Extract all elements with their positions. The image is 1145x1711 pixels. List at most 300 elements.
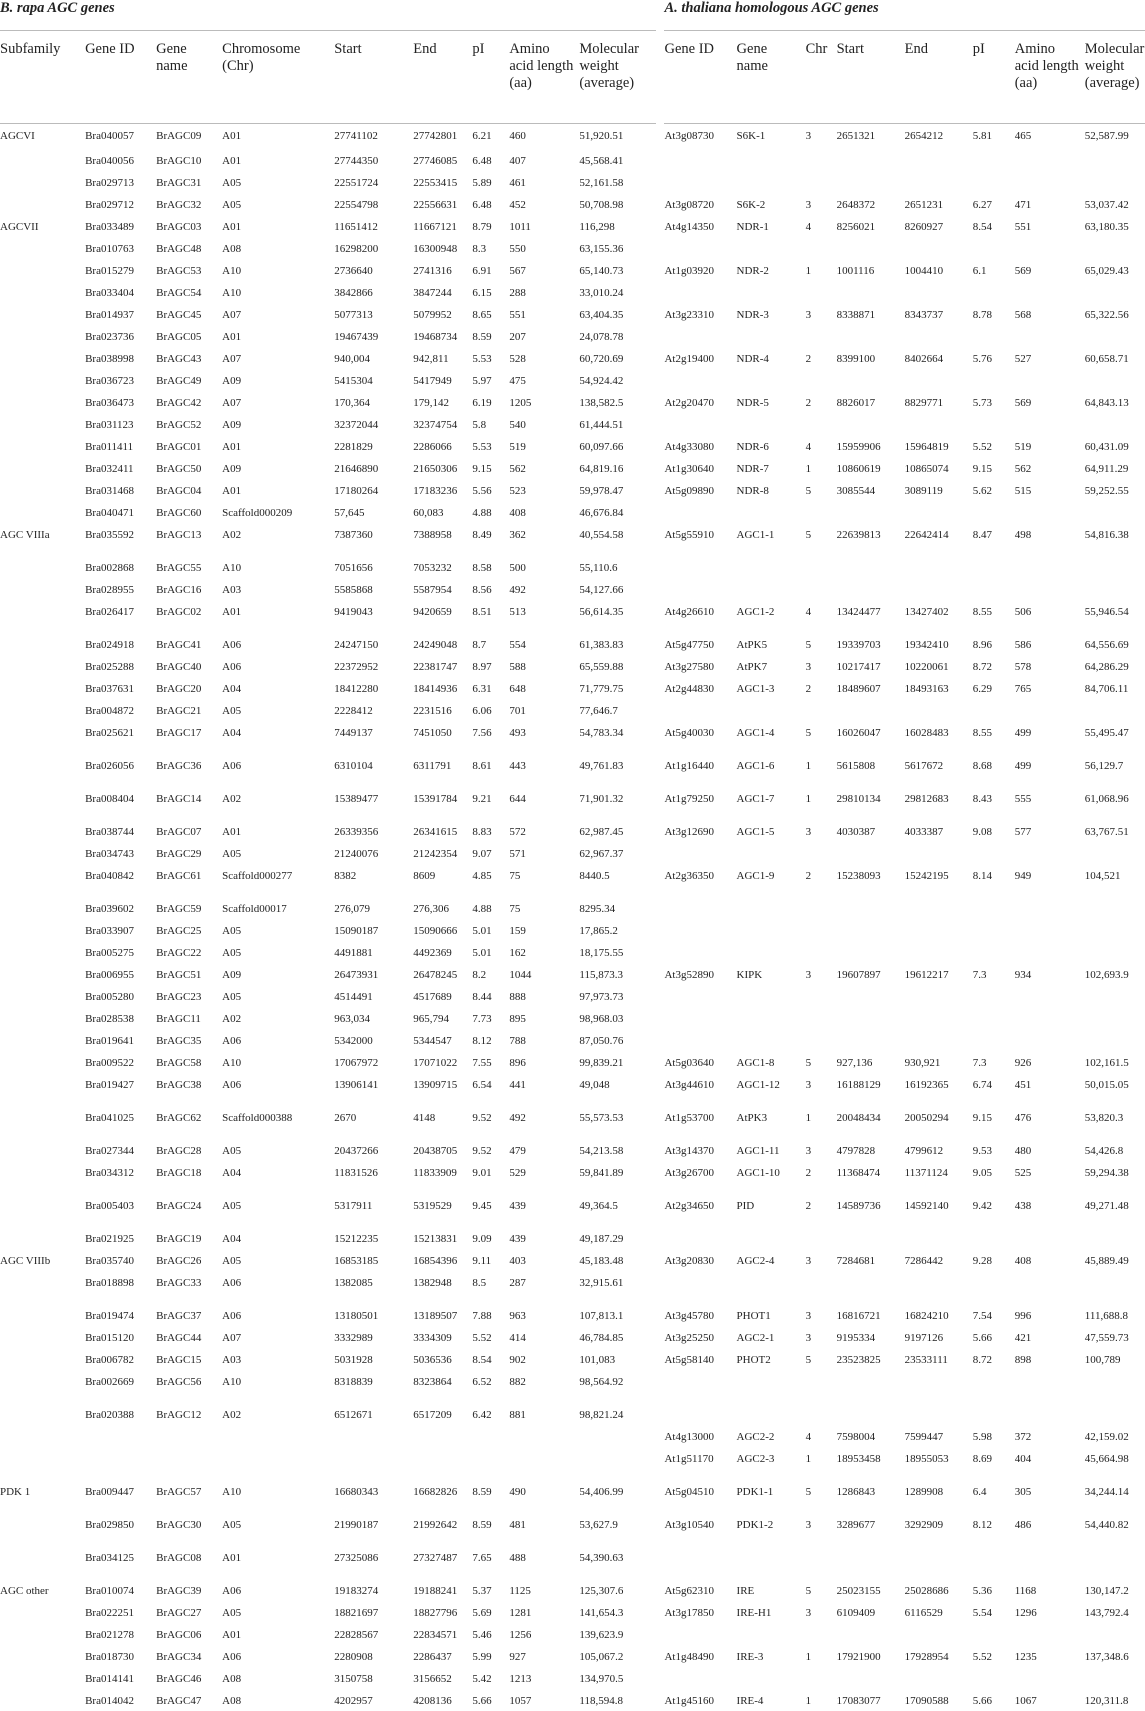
table-cell: 3842866 (334, 286, 373, 299)
table-cell: 1213 (509, 1672, 532, 1685)
table-cell (0, 864, 85, 897)
table-cell (1085, 1029, 1145, 1051)
table-cell (0, 655, 85, 677)
table-cell: 63,180.35 (1084, 220, 1129, 233)
table-cell: S6K-2 (736, 198, 766, 211)
table-cell: 8.59 (472, 330, 492, 343)
table-cell (973, 171, 1015, 193)
table-row (0, 919, 1145, 941)
table-cell (0, 1689, 85, 1711)
table-cell: 105,067.2 (579, 1650, 624, 1663)
table-cell: Bra036723 (85, 374, 134, 387)
table-cell: 7599447 (904, 1430, 944, 1443)
table-cell: 47,559.73 (1084, 1331, 1129, 1344)
table-cell: 567 (509, 264, 526, 277)
table-cell: 287 (509, 1276, 526, 1289)
table-cell (1085, 501, 1145, 523)
table-cell: 45,664.98 (1084, 1452, 1129, 1465)
table-cell (837, 1546, 905, 1579)
table-cell: Bra018898 (85, 1276, 134, 1289)
table-cell: At5g58140 (664, 1353, 714, 1366)
table-cell: 24249048 (413, 638, 458, 651)
header-cell: Start (837, 31, 905, 124)
table-cell: 32374754 (413, 418, 458, 431)
table-cell: 141,654.3 (579, 1606, 624, 1619)
table-cell: 7598004 (836, 1430, 876, 1443)
table-cell: 120,311.8 (1084, 1694, 1129, 1707)
table-cell: At1g48490 (664, 1650, 714, 1663)
table-cell (973, 281, 1015, 303)
row-spacer (656, 1623, 664, 1645)
table-cell: BrAGC54 (156, 286, 202, 299)
header-cell: Chr (806, 31, 837, 124)
table-cell: 471 (1014, 198, 1032, 211)
table-cell: 15391784 (413, 792, 458, 805)
table-cell: 2651231 (904, 198, 944, 211)
table-cell (0, 1271, 85, 1304)
table-cell (0, 1370, 85, 1403)
table-cell: AtPK5 (736, 638, 768, 651)
table-cell: 9.52 (472, 1144, 492, 1157)
table-cell: 7.73 (472, 1012, 492, 1025)
table-cell: 5 (805, 1353, 812, 1366)
table-cell (737, 1370, 806, 1403)
table-cell: 15213831 (413, 1232, 458, 1245)
table-cell: Bra026417 (85, 605, 134, 618)
table-cell (579, 1447, 656, 1480)
table-cell: 10860619 (836, 462, 881, 475)
table-cell: 896 (509, 1056, 526, 1069)
table-cell: 16853185 (334, 1254, 379, 1267)
table-cell: Scaffold000388 (222, 1111, 293, 1124)
table-cell: BrAGC35 (156, 1034, 202, 1047)
table-cell (905, 578, 973, 600)
table-cell: A01 (222, 130, 242, 142)
table-cell: 6.48 (472, 198, 492, 211)
table-cell (737, 149, 806, 171)
table-cell (737, 941, 806, 963)
table-cell: 492 (509, 1111, 526, 1124)
table-cell: 18412280 (334, 682, 379, 695)
table-cell: 500 (509, 561, 526, 574)
table-cell: 6.54 (472, 1078, 492, 1091)
table-cell (472, 1425, 509, 1447)
table-cell: 27742801 (413, 130, 458, 142)
table-cell: PDK 1 (0, 1485, 31, 1498)
table-cell (0, 1139, 85, 1161)
table-cell: Bra002868 (85, 561, 134, 574)
table-cell: BrAGC52 (156, 418, 202, 431)
table-cell: 3332989 (334, 1331, 373, 1344)
table-cell (837, 1227, 905, 1249)
table-cell: 50,708.98 (579, 198, 624, 211)
table-cell: Bra029713 (85, 176, 134, 189)
table-cell: 3292909 (904, 1518, 944, 1531)
table-cell: KIPK (736, 968, 763, 981)
table-cell (973, 897, 1015, 919)
table-cell: 15389477 (334, 792, 379, 805)
header-cell: End (413, 31, 472, 124)
row-spacer (656, 149, 664, 171)
table-cell: PHOT2 (736, 1353, 771, 1366)
table-cell: 8.44 (472, 990, 492, 1003)
table-cell: 6.1 (972, 264, 987, 277)
table-cell (0, 457, 85, 479)
table-cell: 882 (509, 1375, 526, 1388)
table-cell: 143,792.4 (1084, 1606, 1129, 1619)
table-row (0, 479, 1145, 501)
table-cell (1015, 1667, 1085, 1689)
table-cell: 24,078.78 (579, 330, 624, 343)
table-cell (837, 1007, 905, 1029)
table-cell: 5344547 (413, 1034, 452, 1047)
table-cell: A06 (222, 1034, 242, 1047)
table-cell: AGC2-3 (736, 1452, 775, 1465)
table-cell: 8295.34 (579, 902, 616, 915)
table-cell: 1011 (509, 220, 531, 233)
table-cell (973, 985, 1015, 1007)
table-cell: At1g03920 (664, 264, 714, 277)
table-cell: 3 (805, 130, 812, 142)
table-cell: 5.46 (472, 1628, 492, 1641)
table-cell: A05 (222, 1199, 242, 1212)
table-cell (1015, 556, 1085, 578)
table-cell: At2g44830 (664, 682, 714, 695)
table-cell: 1168 (1014, 1584, 1037, 1597)
table-cell: At3g27580 (664, 660, 714, 673)
table-cell: 8.2 (472, 968, 487, 981)
table-cell: PDK1-1 (736, 1485, 774, 1498)
table-cell (1085, 171, 1145, 193)
table-cell: 98,821.24 (579, 1408, 624, 1421)
table-cell: 6.4 (972, 1485, 987, 1498)
table-cell: 15212235 (334, 1232, 379, 1245)
table-cell (156, 1425, 222, 1447)
table-row (0, 1513, 1145, 1546)
table-cell: 54,440.82 (1084, 1518, 1129, 1531)
table-cell: 562 (509, 462, 526, 475)
table-cell (0, 237, 85, 259)
table-cell: 3 (805, 1518, 812, 1531)
table-cell (837, 941, 905, 963)
table-cell: 5.99 (472, 1650, 492, 1663)
row-spacer (656, 1249, 664, 1271)
table-cell: 8.83 (472, 825, 492, 838)
table-cell (837, 1029, 905, 1051)
table-cell: 9.28 (972, 1254, 992, 1267)
table-cell: A05 (222, 990, 242, 1003)
table-row (0, 578, 1145, 600)
table-cell (664, 325, 736, 347)
table-cell (806, 1403, 837, 1425)
table-row (0, 1106, 1145, 1139)
table-cell: At5g47750 (664, 638, 714, 651)
table-cell: 6.15 (472, 286, 492, 299)
row-spacer (656, 1271, 664, 1304)
table-cell: 9.42 (972, 1199, 992, 1212)
table-cell: 13424477 (836, 605, 881, 618)
table-cell: BrAGC20 (156, 682, 202, 695)
table-cell: 8.68 (972, 759, 992, 772)
table-cell (737, 842, 806, 864)
table-cell (1085, 941, 1145, 963)
table-cell: A06 (222, 1650, 242, 1663)
table-cell: 8.96 (972, 638, 992, 651)
table-cell: 21650306 (413, 462, 458, 475)
table-cell: Scaffold000277 (222, 869, 293, 882)
table-cell (1015, 1007, 1085, 1029)
table-cell: Bra024918 (85, 638, 134, 651)
table-cell: 62,967.37 (579, 847, 624, 860)
table-cell: 439 (509, 1199, 526, 1212)
table-cell: 8343737 (904, 308, 944, 321)
row-spacer (656, 919, 664, 941)
table-cell: Bra010074 (85, 1584, 134, 1597)
table-cell: 551 (509, 308, 526, 321)
table-cell: 701 (509, 704, 526, 717)
table-cell: 21646890 (334, 462, 379, 475)
table-cell: A06 (222, 1276, 242, 1289)
table-cell (973, 1403, 1015, 1425)
row-spacer (656, 1601, 664, 1623)
table-cell: BrAGC09 (156, 130, 202, 142)
table-cell: A05 (222, 1606, 242, 1619)
table-cell (1015, 237, 1085, 259)
table-cell: 55,946.54 (1084, 605, 1129, 618)
table-cell: 438 (1014, 1199, 1032, 1212)
table-cell (222, 1425, 334, 1447)
table-cell (905, 1227, 973, 1249)
table-cell: AGC1-6 (736, 759, 775, 772)
table-cell: 5 (805, 528, 812, 541)
table-cell: 9419043 (334, 605, 373, 618)
table-cell: 19342410 (904, 638, 949, 651)
table-cell: 1286843 (836, 1485, 876, 1498)
table-cell (664, 556, 736, 578)
table-cell: BrAGC15 (156, 1353, 202, 1366)
table-cell (737, 1271, 806, 1304)
table-cell: BrAGC49 (156, 374, 202, 387)
table-cell: At3g14370 (664, 1144, 714, 1157)
b-rapa-title: B. rapa AGC genes (0, 0, 656, 31)
table-cell (1015, 281, 1085, 303)
table-cell: 480 (1014, 1144, 1032, 1157)
table-cell: 940,004 (334, 352, 370, 365)
table-cell (1015, 501, 1085, 523)
table-cell (1015, 325, 1085, 347)
table-cell: 9.07 (472, 847, 492, 860)
table-cell: 6.19 (472, 396, 492, 409)
table-cell (737, 501, 806, 523)
table-cell: BrAGC36 (156, 759, 202, 772)
table-cell: At5g55910 (664, 528, 714, 541)
table-cell (737, 699, 806, 721)
table-cell: 4 (805, 220, 812, 233)
table-cell: BrAGC29 (156, 847, 202, 860)
table-cell: 5.66 (472, 1694, 492, 1707)
table-cell (973, 556, 1015, 578)
header-cell: Gene ID (664, 31, 736, 124)
table-cell: A08 (222, 1672, 242, 1685)
table-cell: AGC1-9 (736, 869, 775, 882)
table-cell: Bra006782 (85, 1353, 134, 1366)
table-cell (737, 413, 806, 435)
table-cell: 942,811 (413, 352, 449, 365)
table-cell: 515 (1014, 484, 1032, 497)
table-row (0, 1645, 1145, 1667)
table-cell: Bra019427 (85, 1078, 134, 1091)
table-cell: 1 (805, 792, 812, 805)
table-cell: At3g10540 (664, 1518, 714, 1531)
table-cell: 11831526 (334, 1166, 378, 1179)
table-cell (905, 325, 973, 347)
table-cell: 7.88 (472, 1309, 492, 1322)
table-cell: 13906141 (334, 1078, 379, 1091)
table-cell: 8.3 (472, 242, 487, 255)
table-cell: 51,920.51 (579, 130, 624, 142)
table-cell: At1g30640 (664, 462, 714, 475)
table-cell: A05 (222, 847, 242, 860)
table-cell (0, 501, 85, 523)
table-cell (0, 1073, 85, 1106)
table-cell (664, 941, 736, 963)
table-cell: BrAGC55 (156, 561, 202, 574)
table-cell: A05 (222, 1144, 242, 1157)
header-spacer (656, 31, 664, 124)
table-cell (0, 391, 85, 413)
table-cell: 15238093 (836, 869, 881, 882)
table-cell: 59,294.38 (1084, 1166, 1129, 1179)
table-cell: 46,784.85 (579, 1331, 624, 1344)
table-cell: PDK1-2 (736, 1518, 774, 1531)
table-cell: 481 (509, 1518, 526, 1531)
table-cell: At3g45780 (664, 1309, 714, 1322)
table-cell: BrAGC25 (156, 924, 202, 937)
table-cell: 7387360 (334, 528, 373, 541)
table-cell: 60,083 (413, 506, 444, 519)
table-cell: 7388958 (413, 528, 452, 541)
table-cell: A09 (222, 374, 242, 387)
table-cell: 21240076 (334, 847, 379, 860)
table-row (0, 820, 1145, 842)
table-cell: 7284681 (836, 1254, 876, 1267)
table-cell: Bra021925 (85, 1232, 134, 1245)
table-cell: 2 (805, 682, 812, 695)
table-cell: 2651321 (836, 130, 876, 142)
table-cell: 8399100 (836, 352, 876, 365)
table-cell: 115,873.3 (579, 968, 623, 981)
row-spacer (656, 1579, 664, 1601)
table-cell: Bra005280 (85, 990, 134, 1003)
table-cell (0, 1667, 85, 1689)
table-cell: 18955053 (904, 1452, 949, 1465)
table-row (0, 963, 1145, 985)
table-cell: 5615808 (836, 759, 876, 772)
table-cell (737, 1403, 806, 1425)
table-row (0, 1370, 1145, 1403)
table-cell (973, 842, 1015, 864)
table-cell (973, 1370, 1015, 1403)
table-cell (334, 1447, 413, 1480)
table-cell: Bra041025 (85, 1111, 134, 1124)
table-cell (0, 677, 85, 699)
table-cell: BrAGC42 (156, 396, 202, 409)
table-cell (0, 787, 85, 820)
table-cell: Bra038998 (85, 352, 134, 365)
table-cell: A01 (222, 220, 242, 233)
table-cell (413, 1425, 472, 1447)
table-cell (973, 149, 1015, 171)
table-cell: A01 (222, 484, 242, 497)
table-cell: 107,813.1 (579, 1309, 624, 1322)
table-cell: A10 (222, 1056, 242, 1069)
table-cell (222, 1447, 334, 1480)
table-cell: At3g08730 (664, 130, 714, 142)
table-cell: 8.5 (472, 1276, 487, 1289)
table-cell (806, 1623, 837, 1645)
table-cell: 29810134 (836, 792, 881, 805)
table-cell: 9.21 (472, 792, 492, 805)
table-cell: 1 (805, 1694, 812, 1707)
table-row (0, 1304, 1145, 1326)
table-cell: 45,568.41 (579, 154, 624, 167)
table-cell: 519 (1014, 440, 1032, 453)
table-cell (85, 1425, 156, 1447)
table-cell: Bra011411 (85, 440, 134, 453)
table-cell: Bra023736 (85, 330, 134, 343)
table-row (0, 677, 1145, 699)
table-cell: A05 (222, 924, 242, 937)
table-cell: 59,978.47 (579, 484, 624, 497)
table-cell (973, 413, 1015, 435)
table-cell: NDR-3 (736, 308, 769, 321)
table-cell: BrAGC05 (156, 330, 202, 343)
table-cell: 45,183.48 (579, 1254, 624, 1267)
table-cell: Bra010763 (85, 242, 134, 255)
table-row (0, 237, 1145, 259)
row-spacer (656, 1007, 664, 1029)
table-cell: A05 (222, 704, 242, 717)
table-cell: 5.81 (972, 130, 992, 142)
table-cell (806, 842, 837, 864)
table-cell (413, 1447, 472, 1480)
table-cell (1015, 1370, 1085, 1403)
table-cell: BrAGC34 (156, 1650, 202, 1663)
table-cell: BrAGC48 (156, 242, 202, 255)
table-cell: 2670 (334, 1111, 357, 1124)
table-cell: 27741102 (334, 130, 378, 142)
row-spacer (656, 259, 664, 281)
table-cell: 2280908 (334, 1650, 373, 1663)
table-cell: 17071022 (413, 1056, 458, 1069)
table-cell: Bra014937 (85, 308, 134, 321)
table-cell: 9.01 (472, 1166, 492, 1179)
table-row (0, 215, 1145, 237)
table-cell: At3g25250 (664, 1331, 714, 1344)
table-cell: 98,968.03 (579, 1012, 624, 1025)
table-cell: 52,161.58 (579, 176, 624, 189)
table-cell: At3g44610 (664, 1078, 714, 1091)
table-cell: At1g79250 (664, 792, 714, 805)
table-cell: 439 (509, 1232, 526, 1245)
table-cell: BrAGC24 (156, 1199, 202, 1212)
row-spacer (656, 171, 664, 193)
table-cell: BrAGC06 (156, 1628, 202, 1641)
row-spacer (656, 281, 664, 303)
table-cell: 8323864 (413, 1375, 452, 1388)
header-cell: Molecular weight (average) (1085, 31, 1145, 124)
table-cell: 19468734 (413, 330, 458, 343)
